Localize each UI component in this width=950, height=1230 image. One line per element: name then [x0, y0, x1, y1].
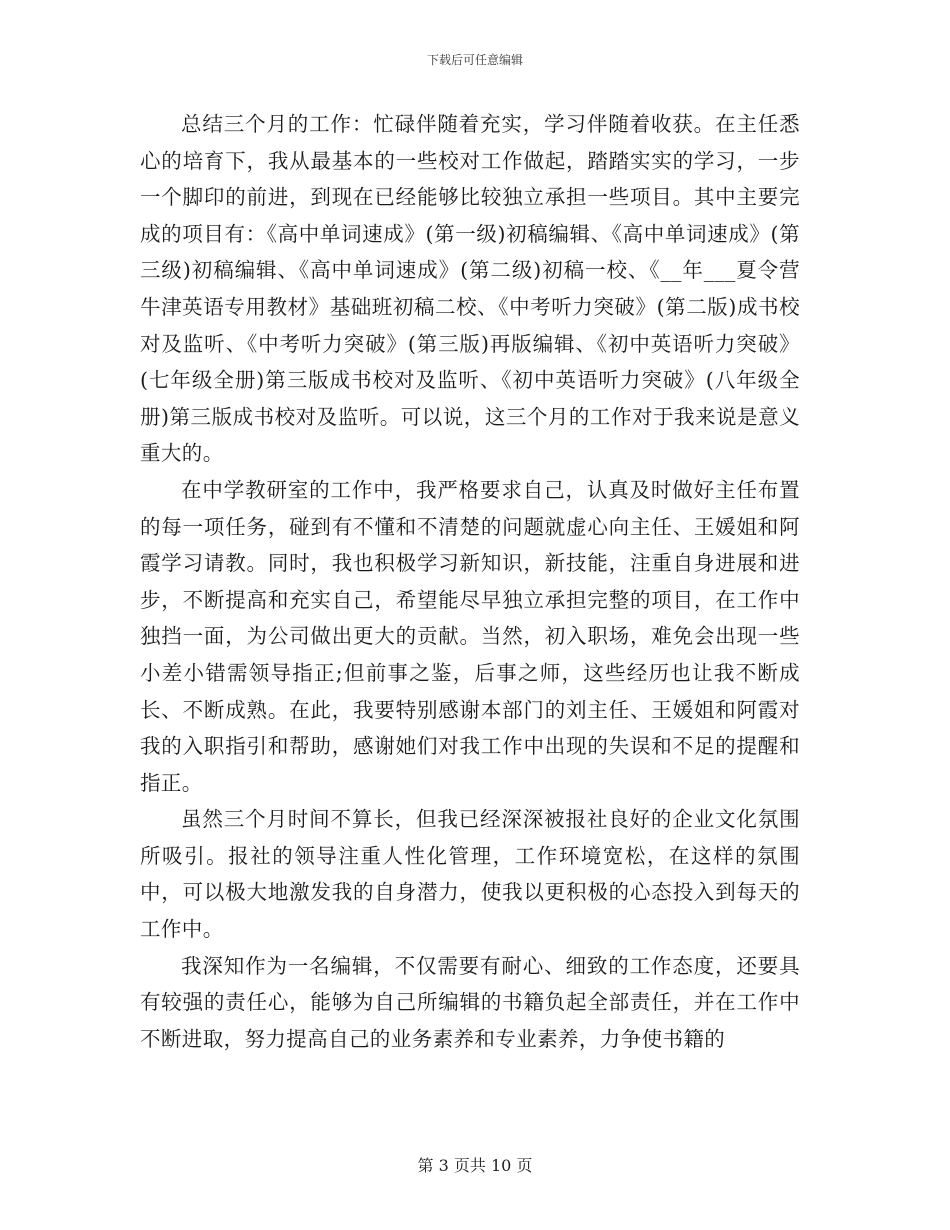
paragraph: 总结三个月的工作：忙碌伴随着充实，学习伴随着收获。在主任悉心的培育下，我从最基本的一些校对工作做起，踏踏实实的学习，一步一个脚印的前进，到现在已经能够比较独立承担一些项目。其中主要完成的项目有：《高中单词速成》(第一级)初稿编辑、《高中单词速成》(第三级)初稿编辑、《高中单词速成》(第二级)初稿一校、《__年___夏令营牛津英语专用教材》基础班初稿二校、《中考听力突破》(第二版)成书校对及监听、《中考听力突破》(第三版)再版编辑、《初中英语听力突破》(七年级全册)第三版成书校对及监听、《初中英语听力突破》(八年级全册)第三版成书校对及监听。可以说，这三个月的工作对于我来说是意义重大的。 [140, 112, 800, 466]
paragraph: 我深知作为一名编辑，不仅需要有耐心、细致的工作态度，还要具有较强的责任心，能够为自己所编辑的书籍负起全部责任，并在工作中不断进取，努力提高自己的业务素养和专业素养，力争使书籍的 [140, 953, 800, 1051]
document-body [140, 106, 800, 1057]
page-number: 第 3 页共 10 页 [417, 1156, 533, 1175]
paragraph: 虽然三个月时间不算长，但我已经深深被报社良好的企业文化氛围所吸引。报社的领导注重人性化管理，工作环境宽松，在这样的氛围中，可以极大地激发我的自身潜力，使我以更积极的心态投入到每天的工作中。 [140, 807, 800, 942]
paragraph: 在中学教研室的工作中，我严格要求自己，认真及时做好主任布置的每一项任务，碰到有不懂和不清楚的问题就虚心向主任、王媛姐和阿霞学习请教。同时，我也积极学习新知识，新技能，注重自身进展和进步，不断提高和充实自己，希望能尽早独立承担完整的项目，在工作中独挡一面，为公司做出更大的贡献。当然，初入职场，难免会出现一些小差小错需领导指正;但前事之鉴，后事之师，这些经历也让我不断成长、不断成熟。在此，我要特别感谢本部门的刘主任、王媛姐和阿霞对我的入职指引和帮助，感谢她们对我工作中出现的失误和不足的提醒和指正。 [140, 477, 800, 795]
page-header: 下载后可任意编辑 [426, 53, 523, 67]
